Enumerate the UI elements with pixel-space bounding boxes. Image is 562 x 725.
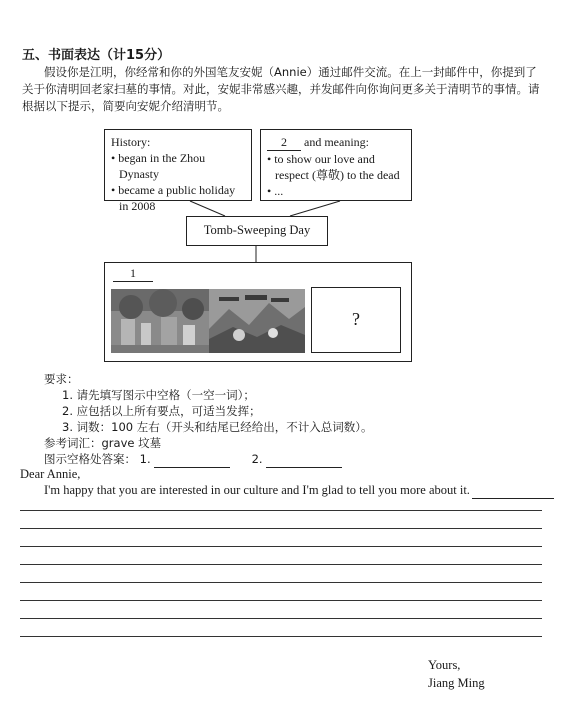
answer2-field[interactable] <box>266 451 342 468</box>
answers-label: 图示空格处答案： <box>44 452 136 466</box>
vocab-hint: 参考词汇：grave 坟墓 <box>44 436 162 450</box>
letter-greeting: Dear Annie, <box>20 467 81 481</box>
meaning-item: • to show our love and respect (尊敬) to the dead <box>267 152 400 182</box>
writing-line[interactable] <box>20 618 542 619</box>
answer1-field[interactable] <box>154 451 230 468</box>
meaning-item: • ... <box>267 184 284 198</box>
letter-closing: Yours, <box>428 658 461 672</box>
writing-line[interactable] <box>20 528 542 529</box>
task-prompt-text: 假设你是江明，你经常和你的外国笔友安妮（Annie）通过邮件交流。在上一封邮件中，你提到了关于你清明回老家扫墓的事情。对此，安妮非常感兴趣，并发邮件向你询问更多关于清明节的事情。请根据以下提示，简要向安妮介绍清明节。 <box>22 65 540 113</box>
tomb-sweeping-photo-middle <box>209 289 305 353</box>
section-heading: 五、书面表达（计15分） <box>22 48 171 63</box>
activities-blank: 1 <box>113 265 153 282</box>
requirements-title: 要求： <box>44 372 79 386</box>
history-title: History: <box>111 135 151 149</box>
history-item: • became a public holiday in 2008 <box>111 183 236 213</box>
writing-line[interactable] <box>20 582 542 583</box>
writing-line[interactable] <box>20 636 542 637</box>
answer1-label: 1. <box>139 452 151 466</box>
tomb-sweeping-photo-left <box>111 289 209 353</box>
activities-blank-row <box>113 265 153 282</box>
writing-line[interactable] <box>20 564 542 565</box>
requirement-item: 2. 应包括以上所有要点，可适当发挥； <box>62 404 261 418</box>
letter-signature: Jiang Ming <box>428 676 485 690</box>
mystery-image-box <box>311 287 401 353</box>
requirement-item: 3. 词数：100 左右（开头和结尾已经给出，不计入总词数）。 <box>62 420 373 434</box>
answer2-label: 2. <box>251 452 263 466</box>
letter-opening: I'm happy that you are interested in our culture and I'm glad to tell you more about it. <box>44 483 542 499</box>
writing-line[interactable] <box>20 546 542 547</box>
answers-row <box>44 451 342 468</box>
center-topic: Tomb-Sweeping Day <box>203 223 311 237</box>
activities-box <box>104 262 412 362</box>
meaning-blank: 2 <box>267 134 301 151</box>
requirement-item: 1. 请先填写图示中空格（一空一词）； <box>62 388 255 402</box>
history-item: • began in the Zhou Dynasty <box>111 151 206 181</box>
mystery-question-mark: ? <box>352 309 360 329</box>
center-topic-box <box>186 216 328 246</box>
writing-line[interactable] <box>20 510 542 511</box>
writing-line[interactable] <box>20 600 542 601</box>
meaning-title: 2 and meaning: <box>267 134 405 151</box>
opening-line-field[interactable] <box>472 483 554 499</box>
